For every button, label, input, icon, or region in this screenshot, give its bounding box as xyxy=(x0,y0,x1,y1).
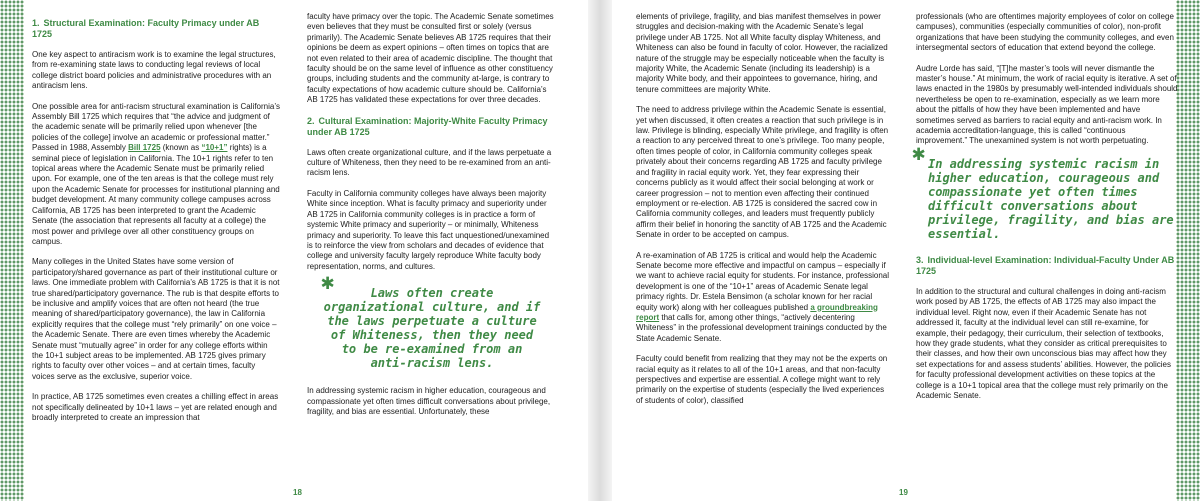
left-page-column-2 xyxy=(307,12,557,417)
dot-pattern-right-edge xyxy=(1176,0,1200,501)
paragraph: The need to address privilege within the Academic Senate is essential, yet when discussed, it often creates a reaction that such privilege is in law. Privilege is blinding, especially White privilege, and fragility is often a reaction to any perceived threat to one’s privilege. Too many people, often times people of color, in California community colleges speak privately about their concerns regarding AB 1725 and faculty privilege and fragility in racial equity work. Yet, they fear expressing their concerns publicly as it would affect their social belonging at work or career progression – not to mention even affecting their continued employment or re-election. AB 1725 is considered the sacred cow in California community colleges, and leaders must frequently publicly affirm their belief in honoring the sanctity of AB 1725 and the Academic Senate in order to be accepted on campus. xyxy=(636,105,889,240)
paragraph: One key aspect to antiracism work is to examine the legal structures, from re-examining state laws to conducting legal reviews of local college district board policies and administrative procedures with an antiracism lens. xyxy=(32,50,276,91)
right-page-column-1 xyxy=(636,12,892,406)
left-page xyxy=(0,0,588,501)
paragraph: elements of privilege, fragility, and bias manifest themselves in power struggles and decision-making with the Academic Senate’s legal privilege under AB 1725. Not all White faculty display Whiteness, and Whiteness can also be found in faculty of color. However, the racialized nature of the struggle may be especially noticeable when the faculty is majority White, the Academic Senate (including its leadership) is a majority White body, and their appointees to governance, hiring, and tenure committees are majority White. xyxy=(636,12,888,94)
paragraph: faculty have primacy over the topic. The Academic Senate sometimes even believes that they must be consulted first or solely (versus primarily). The Academic Senate believes AB 1725 requires that their opinions be deem as expert opinions – often times on topics that are not even related to their area of academic discipline. The thought that faculty should be on the same level of influence as other constituency groups, including students and the community at-large, is contrary to faculty expectations of how academic culture should be. California’s AB 1725 has validated these expectations for over three decades. xyxy=(307,12,554,105)
paragraph: Faculty could benefit from realizing that they may not be the experts on racial equity as it relates to all of the 10+1 areas, and that non-faculty perspectives and expertise are essential. A college might want to rely primarily on the expertise of students (especially the lived experiences of students of color), classified xyxy=(636,354,888,405)
section-heading-2: 2. Cultural Examination: Majority-White Faculty Primacy under AB 1725 xyxy=(307,115,548,137)
paragraph: Many colleges in the United States have some version of participatory/shared governance as part of their institutional culture or laws. One immediate problem with California’s AB 1725 is that it is not true shared/participatory governance. The rub is that despite efforts to be inclusive and amplify voices that are often not heard (the true meaning of shared/participatory governance), the law in California explicitly requires that the college must “rely primarily” on one voice – the Academic Senate. There are even times whereby the Academic Senate must “mutually agree” in order for any college efforts within the 10+1 subject areas to be implemented. AB 1725 gives primary rights to faculty over other voices – and at certain times, faculty voices serve as the exclusive, superior voice. xyxy=(32,257,280,381)
pull-quote: ✱ Laws often create organizational culture, and if the laws perpetuate a culture of Whiteness, then they need to be re-examined from an anti-racism lens. xyxy=(321,270,541,371)
paragraph: professionals (who are oftentimes majority employees of color on college campuses), communities (especially communities of color), non-profit organizations that have been studying the community colleges, and even intersegmental sectors of education that extend beyond the college. xyxy=(916,12,1174,53)
paragraph: Faculty in California community colleges have always been majority White since inception. What is faculty primacy and superiority under AB 1725 in California community colleges is in practice a form of systemic White primacy and superiority – or minimally, Whiteness primacy and superiority. To leave this fact unquestioned/unexamined is to reinforce the view from scholars and decades of evidence that college and university faculty largely reproduce White faculty body representation, norms, and cultures. xyxy=(307,188,550,271)
groundbreaking-report-link[interactable]: a groundbreaking report xyxy=(636,302,878,322)
asterisk-icon: ✱ xyxy=(912,140,926,166)
right-page-column-2 xyxy=(912,12,1178,401)
paragraph: Audre Lorde has said, “[T]he master’s tools will never dismantle the master’s house.” At minimum, the work of racial equity is iterative. A set of laws enacted in the 1980s by presumably well-intended individuals should nevertheless be open to re-examination, especially as we learn more about the pitfalls of how they have been implemented and have sometimes served as barriers to racial equity and anti-racism work. In academia accreditation-language, this is called “continuous improvement.” The unexamined system is not worth perpetuating. xyxy=(916,63,1178,146)
page-number: 18 xyxy=(293,488,302,497)
pull-quote: ✱ In addressing systemic racism in higher education, courageous and compassionate yet often times difficult conversations about privilege, fragility, and bias are essential. xyxy=(912,140,1174,241)
section-heading-1: 1. Structural Examination: Faculty Primacy under AB 1725 xyxy=(32,18,260,39)
paragraph: One possible area for anti-racism structural examination is California’s Assembly Bill 1725 which requires that “the advice and judgment of the academic senate will be primarily relied upon whenever [the policies of the college] involve an academic or professional matter.” Passed in 1988, Assembly Bill 1725 (known as “10+1” rights) is a seminal piece of legislation in California. The 10+1 rights refer to ten topical areas where the Academic Senate must be primarily relied upon. For example, one of the ten areas is that the college must rely upon the Academic Senate for processes for institutional planning and budget development. At many community college campuses across California, AB 1725 has been interpreted to grant the Academic Senate (the association that represents all faculty at a college) the most power and privilege over all other constituency groups on campus. xyxy=(32,101,280,246)
bill-1725-link[interactable]: Bill 1725 xyxy=(128,143,161,153)
paragraph: A re-examination of AB 1725 is critical and would help the Academic Senate become more effective and impactful on campus – especially if we want to achieve racial equity for students. For instance, professional development is one of the “10+1” areas of Academic Senate legal primacy rights. Dr. Estela Bensimon (a scholar known for her racial equity work) along with her colleagues published a groundbreaking report that calls for, among other things, “actively decentering Whiteness” in the professional development trainings conducted by the State Academic Senate. xyxy=(636,250,890,343)
paragraph: In addressing systemic racism in higher education, courageous and compassionate yet often times difficult conversations about privilege, fragility, and bias are essential. Unfortunately, these xyxy=(307,386,551,416)
paragraph: In practice, AB 1725 sometimes even creates a chilling effect in areas not specifically delineated by 10+1 laws – yet are related enough and broadly interpreted to create an impression that xyxy=(32,392,279,422)
left-page-column-1 xyxy=(32,12,280,423)
ten-plus-one-link[interactable]: “10+1” xyxy=(201,143,228,153)
book-gutter xyxy=(588,0,612,501)
dot-pattern-left-edge xyxy=(0,0,24,501)
asterisk-icon: ✱ xyxy=(321,270,335,296)
right-page xyxy=(612,0,1200,501)
section-heading-3: 3. Individual-level Examination: Individual-Faculty Under AB 1725 xyxy=(916,254,1175,276)
page-number: 19 xyxy=(899,488,908,497)
paragraph: Laws often create organizational culture, and if the laws perpetuate a culture of Whiteness, then they need to be re-examined from an anti-racism lens. xyxy=(307,147,552,178)
paragraph: In addition to the structural and cultural challenges in doing anti-racism work posed by AB 1725, the effects of AB 1725 may also impact the individual level. Right now, even if their Academic Senate has not addressed it, faculty at the individual level can still re-examine, for example, their pedagogy, their curriculum, their selection of textbooks, how they grade students, what they consider as critical prerequisites to their classes, and how their own unconscious bias may affect how they set expectations for and assess students’ abilities. However, the policies for faculty professional development activities on these topics at the college is a 10+1 topical area that the college must rely primarily on the Academic Senate. xyxy=(916,286,1171,400)
